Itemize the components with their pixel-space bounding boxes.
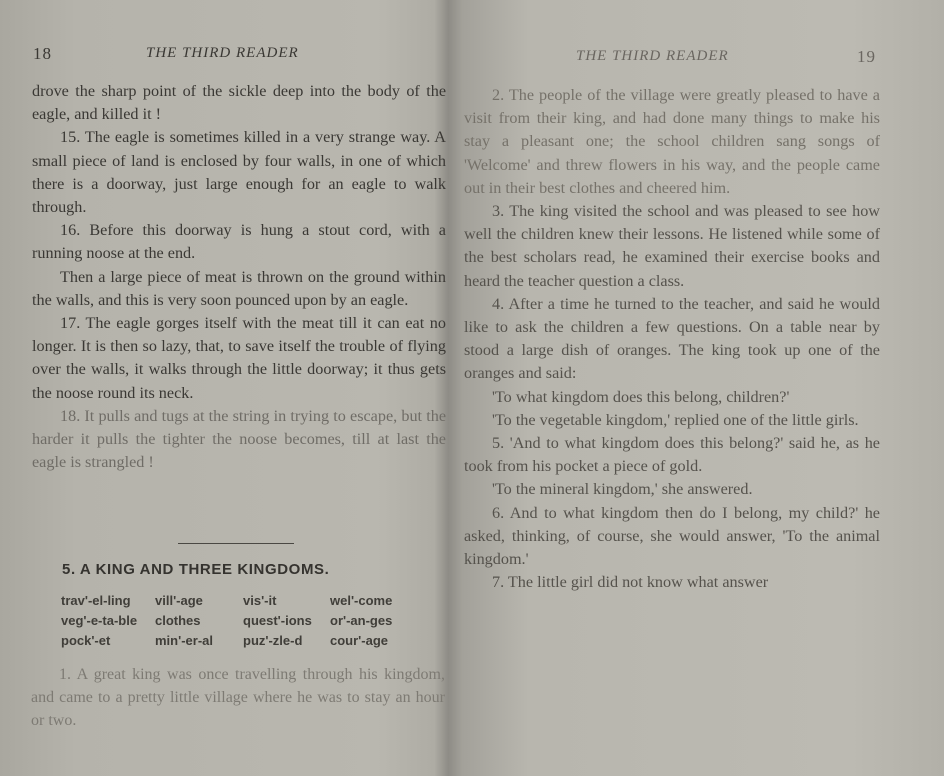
paragraph: Then a large piece of meat is thrown on the ground within the walls, and this is very soon pounced upon by an eagle. (32, 267, 446, 309)
left-running-head (33, 44, 447, 66)
vocab-word: clothes (155, 613, 201, 628)
right-page-number: 19 (857, 47, 876, 66)
vocab-word: quest'-ions (243, 613, 312, 628)
vocab-word: or'-an-ges (330, 613, 393, 628)
vocab-word: puz'-zle-d (243, 633, 303, 648)
vocab-word: pock'-et (61, 633, 111, 648)
paragraph: 3. The king visited the school and was pleased to see how well the children knew their lessons. He listened while some of the best scholars read, he examined their exercise books and heard the teacher question a class. (464, 202, 880, 290)
right-page (452, 0, 944, 776)
paragraph: 16. Before this doorway is hung a stout cord, with a running noose at the end. (32, 221, 446, 263)
paragraph: 7. The little girl did not know what answer (492, 573, 769, 592)
vocab-word: min'-er-al (155, 633, 213, 648)
right-running-head (464, 44, 894, 66)
paragraph: 2. The people of the village were greatly pleased to have a visit from their king, and had done many things to make his stay a pleasant one; the school children sang songs of 'Welcome' and threw flowers in his way, and the people came out in their best clothes and cheered him. (464, 86, 880, 197)
left-page-number: 18 (33, 44, 52, 63)
paragraph: 'To the mineral kingdom,' she answered. (492, 480, 753, 499)
paragraph: 1. A great king was once travelling through his kingdom, and came to a pretty little village where he was to stay an hour or two. (31, 666, 445, 729)
lesson-text (31, 663, 445, 732)
vocabulary-list (61, 592, 441, 650)
paragraph: 'To what kingdom does this belong, children?' (492, 387, 790, 406)
right-body-text (464, 84, 880, 594)
section-divider (178, 543, 294, 544)
paragraph: 17. The eagle gorges itself with the meat till it can eat no longer. It is then so lazy, that, to save itself the trouble of flying over the walls, it walks through the little doorway; it thus gets the noose round its neck. (32, 314, 446, 402)
paragraph: 6. And to what kingdom then do I belong, my child?' he asked, thinking, of course, she would answer, 'To the animal kingdom.' (464, 503, 880, 569)
left-running-title: THE THIRD READER (146, 45, 299, 61)
vocab-word: veg'-e-ta-ble (61, 613, 138, 628)
paragraph: 15. The eagle is sometimes killed in a very strange way. A small piece of land is enclosed by four walls, in one of which there is a doorway, just large enough for an eagle to walk through. (32, 128, 446, 217)
paragraph: 18. It pulls and tugs at the string in trying to escape, but the harder it pulls the tighter the noose becomes, till at last the eagle is strangled ! (32, 406, 446, 472)
right-running-title: THE THIRD READER (576, 48, 729, 64)
paragraph: drove the sharp point of the sickle deep into the body of the eagle, and killed it ! (32, 82, 446, 124)
lesson-heading: 5. A KING AND THREE KINGDOMS. (62, 561, 330, 578)
vocab-word: wel'-come (330, 593, 393, 608)
left-page (0, 0, 452, 776)
paragraph: 5. 'And to what kingdom does this belong?' said he, as he took from his pocket a piece of gold. (464, 434, 880, 476)
paragraph: 'To the vegetable kingdom,' replied one of the little girls. (492, 410, 859, 429)
vocab-word: vis'-it (243, 593, 277, 608)
paragraph: 4. After a time he turned to the teacher, and said he would like to ask the children a few questions. On a table near by stood a large dish of oranges. The king took up one of the oranges and said: (464, 294, 880, 383)
vocab-word: trav'-el-ling (61, 593, 131, 608)
vocab-word: cour'-age (330, 633, 388, 648)
left-body-text (32, 80, 446, 474)
vocab-word: vill'-age (155, 593, 203, 608)
